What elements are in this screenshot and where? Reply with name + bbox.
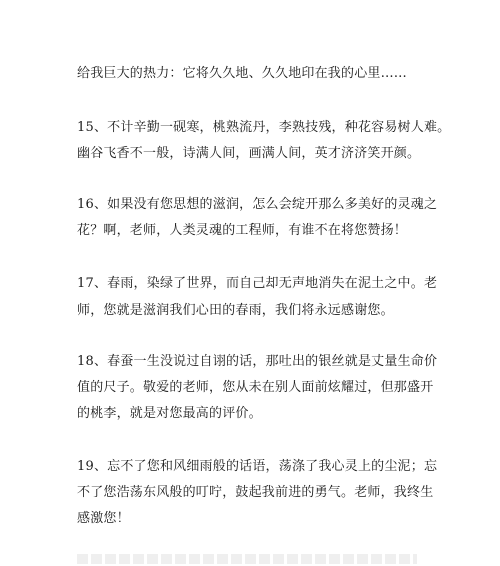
text-line: 16、如果没有您思想的滋润，怎么会绽开那么多美好的灵魂之 xyxy=(77,197,438,212)
text-line: 感激您！ xyxy=(77,511,130,526)
text-line: 给我巨大的热力：它将久久地、久久地印在我的心里…… xyxy=(77,66,408,81)
text-line: 19、忘不了您和风细雨般的话语，荡涤了我心灵上的尘泥；忘 xyxy=(77,459,438,474)
text-line: 的桃李，就是对您最高的评价。 xyxy=(77,406,262,421)
text-line: 师，您就是滋润我们心田的春雨，我们将永远感谢您。 xyxy=(77,303,394,318)
text-line: 不了您浩荡东风般的叮咛，鼓起我前进的勇气。老师，我终生 xyxy=(77,485,434,500)
text-line: 值的尺子。敬爱的老师，您从未在别人面前炫耀过，但那盛开 xyxy=(77,380,434,395)
text-line: 18、春蚕一生没说过自诩的话，那吐出的银丝就是丈量生命价 xyxy=(77,354,438,369)
text-line: 15、不计辛勤一砚寒，桃熟流丹，李熟技残，种花容易树人难。 xyxy=(77,120,451,135)
text-line: 幽谷飞香不一般，诗满人间，画满人间，英才济济笑开颜。 xyxy=(77,146,421,161)
text-line: 17、春雨，染绿了世界，而自己却无声地消失在泥土之中。老 xyxy=(77,276,438,291)
cut-off-text-line xyxy=(77,554,417,564)
text-line: 花？啊，老师，人类灵魂的工程师，有谁不在将您赞扬！ xyxy=(77,223,408,238)
